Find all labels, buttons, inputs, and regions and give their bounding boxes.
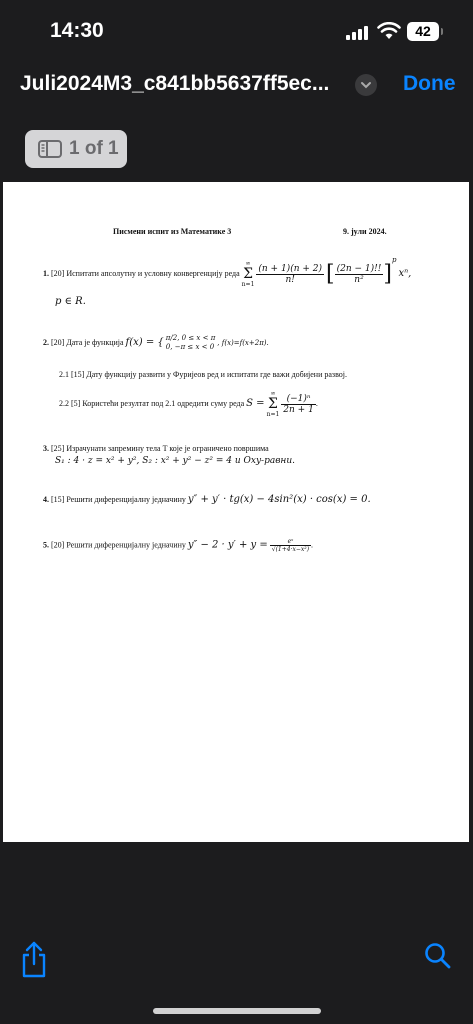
- exam-header: Писмени испит из Математике 3: [113, 227, 232, 236]
- bottom-toolbar: [0, 930, 473, 990]
- problem-1-fraction-2: $\frac{(2n - 1)!!}{\text{n²}}$: [336, 263, 382, 285]
- signal-icon: [346, 26, 370, 40]
- problem-2-case-2: 0, −π ≤ x < 0: [165, 343, 215, 351]
- exam-date: 9. јули 2024.: [343, 227, 387, 236]
- problem-1: 1. [20] Испитати апсолутну и условну конвергенцију реда ∞ Σ n=1 $\frac{(n + 1)(n + 2)}{n!}$ [ $\frac{(2n - 1)!!}{\text{n²}}$ ]$^p$ xⁿ,: [43, 256, 412, 289]
- problem-4-number: 4.: [43, 495, 49, 504]
- problem-2-2-sum: ∞ Σ n=1: [266, 390, 280, 418]
- page-indicator-label: 1 of 1: [69, 138, 119, 159]
- problem-3: [43, 444, 269, 453]
- document-page: [3, 182, 469, 842]
- problem-5: 5. [20] Решити диференцијалну једначину y″ − 2 · y′ + y = $\frac{\text{eˣ}}{\text{√(1+4·x−x²)}}$ .: [43, 538, 314, 553]
- home-indicator[interactable]: [153, 1008, 321, 1014]
- status-bar: [0, 0, 473, 60]
- problem-2-cases: [166, 334, 216, 352]
- problem-2: [43, 334, 269, 352]
- problem-4: [43, 494, 371, 505]
- chevron-down-icon[interactable]: [355, 74, 377, 96]
- problem-5-fraction: $\frac{\text{eˣ}}{\text{√(1+4·x−x²)}}$: [271, 538, 310, 553]
- problem-1-fraction-1: $\frac{(n + 1)(n + 2)}{n!}$: [258, 263, 323, 285]
- nav-bar: [0, 62, 473, 106]
- problem-2-number: 2.: [43, 337, 49, 347]
- problem-4-equation: y″ + y′ · tg(x) − 4sin²(x) · cos(x) = 0.: [187, 494, 371, 505]
- share-icon[interactable]: [20, 940, 48, 978]
- problem-3-line-2: S₁ : 4 · z = x² + y², S₂ : x² + y² − z² = 4 и Oxy-равни.: [55, 456, 296, 466]
- page-indicator-button[interactable]: [25, 130, 127, 168]
- document-title: Juli2024M3_c841bb5637ff5ec...: [20, 72, 330, 95]
- problem-3-text: [25] Израчунати запремину тела T које је ограничено површима: [51, 444, 269, 453]
- status-time: 14:30: [50, 19, 104, 42]
- problem-2-2-fraction: $\frac{\text{(−1)ⁿ}}{2n + 1}$: [283, 393, 314, 415]
- problem-1-tail: xⁿ,: [398, 268, 412, 279]
- wifi-icon: [377, 22, 401, 40]
- problem-1-sum: ∞ Σ n=1: [241, 260, 255, 289]
- problem-1-text: [20] Испитати апсолутну и условну конвергенцију реда: [51, 269, 240, 278]
- problem-2-case-1: π/2, 0 ≤ x < π: [165, 334, 216, 342]
- problem-4-text: [15] Решити диференцијалну једначину: [51, 495, 186, 504]
- problem-5-equation: y″ − 2 · y′ + y =: [187, 539, 268, 551]
- search-icon[interactable]: [424, 942, 452, 970]
- problem-3-number: 3.: [43, 444, 49, 453]
- sidebar-icon: [38, 140, 62, 158]
- problem-2-periodic: , f(x)=f(x+2π).: [217, 338, 269, 347]
- problem-1-number: 1.: [43, 269, 49, 278]
- problem-2-2: 2.2 [5] Користећи резултат под 2.1 одредити суму реда S = ∞ Σ n=1 $\frac{\text{(−1)ⁿ}}{2n + 1}$ .: [59, 390, 318, 418]
- problem-2-2-text: 2.2 [5] Користећи резултат под 2.1 одредити суму реда: [59, 398, 245, 408]
- problem-2-text: [20] Дата је функција: [51, 337, 124, 347]
- problem-1-line-2: p ∈ R.: [55, 296, 86, 307]
- problem-5-text: [20] Решити диференцијалну једначину: [51, 540, 186, 550]
- problem-2-function: f(x) = {: [125, 336, 164, 348]
- battery-icon: 42: [407, 22, 439, 41]
- problem-2-1: 2.1 [15] Дату функцију развити у Фуријеов ред и испитати где важи добијени развој.: [59, 370, 348, 379]
- battery-tip: [441, 28, 443, 35]
- done-button[interactable]: Done: [403, 72, 456, 95]
- problem-1-power: p: [391, 256, 397, 264]
- problem-5-number: 5.: [43, 540, 49, 550]
- problem-2-2-S: S =: [246, 397, 265, 409]
